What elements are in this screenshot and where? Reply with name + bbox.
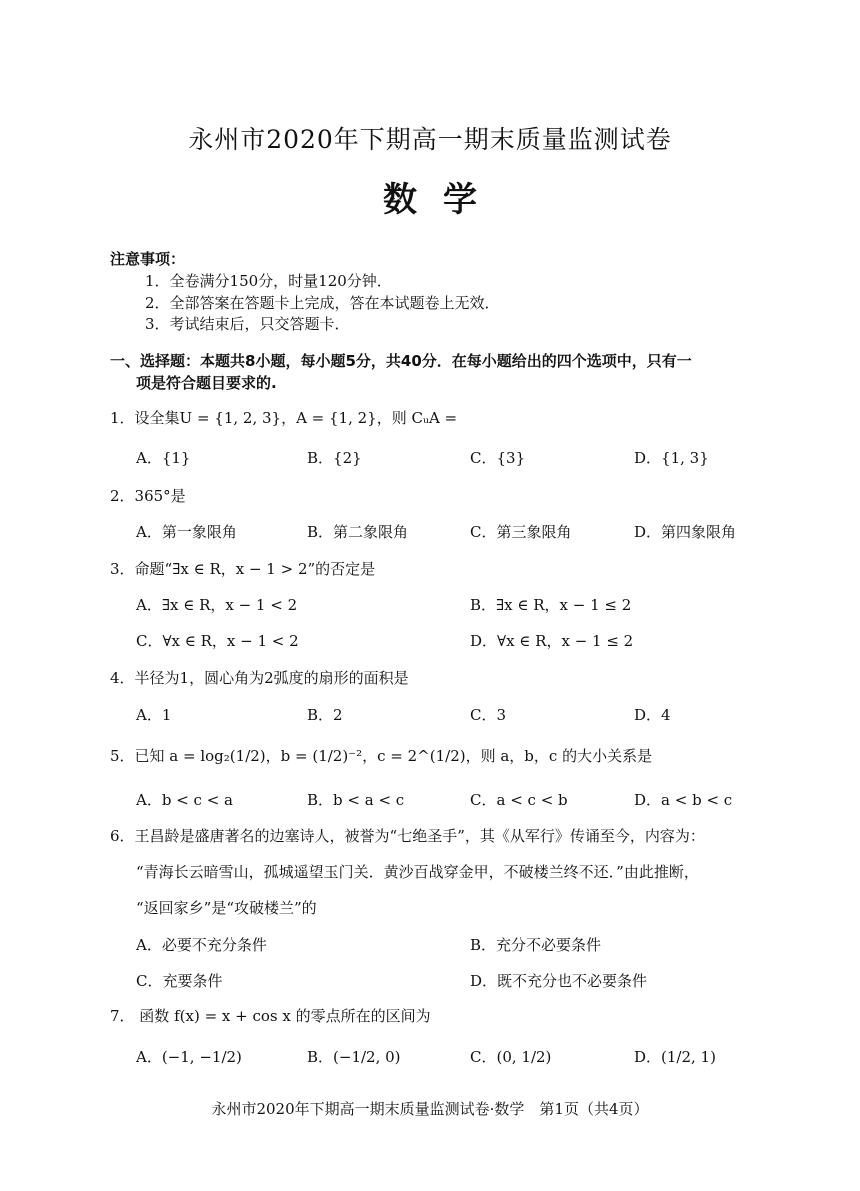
q5-option-a: A．b < c < a <box>136 791 233 809</box>
q2-option-b: B．第二象限角 <box>307 523 409 541</box>
question-3-stem: 3．命题“∃x ∈ R，x − 1 > 2”的否定是 <box>110 560 376 578</box>
q6-option-c: C．充要条件 <box>136 972 223 990</box>
q7-option-c: C．(0, 1/2) <box>470 1048 552 1066</box>
question-4-stem: 4．半径为1，圆心角为2弧度的扇形的面积是 <box>110 669 409 687</box>
q2-option-a: A．第一象限角 <box>136 523 237 541</box>
notice-heading: 注意事项： <box>110 250 186 268</box>
q6-option-d: D．既不充分也不必要条件 <box>470 972 648 990</box>
q5-option-d: D．a < b < c <box>634 791 733 809</box>
question-6-stem-cont: “返回家乡”是“攻破楼兰”的 <box>136 899 317 917</box>
page-footer: 永州市2020年下期高一期末质量监测试卷·数学 第1页（共4页） <box>211 1100 649 1118</box>
q6-option-a: A．必要不充分条件 <box>136 936 267 954</box>
question-6-stem: 6．王昌龄是盛唐著名的边塞诗人，被誉为“七绝圣手”，其《从军行》传诵至今，内容为： <box>110 827 705 845</box>
q4-option-d: D．4 <box>634 706 671 724</box>
notice-item: 2．全部答案在答题卡上完成，答在本试题卷上无效． <box>145 294 500 312</box>
notice-item: 3．考试结束后，只交答题卡． <box>145 315 350 333</box>
subject-title: 数学 <box>383 180 503 220</box>
question-1-stem: 1．设全集U = {1, 2, 3}，A = {1, 2}，则 CᵤA = <box>110 409 458 427</box>
q1-option-a: A．{1} <box>136 449 191 467</box>
question-7-stem: 7． 函数 f(x) = x + cos x 的零点所在的区间为 <box>110 1007 431 1025</box>
q3-option-a: A．∃x ∈ R，x − 1 < 2 <box>136 596 298 614</box>
q5-option-b: B．b < a < c <box>307 791 405 809</box>
q7-option-d: D．(1/2, 1) <box>634 1048 716 1066</box>
q4-option-c: C．3 <box>470 706 507 724</box>
q1-option-d: D．{1, 3} <box>634 449 709 467</box>
notice-item: 1．全卷满分150分，时量120分钟． <box>145 272 392 290</box>
q2-option-c: C．第三象限角 <box>470 523 572 541</box>
question-6-stem-cont: “青海长云暗雪山，孤城遥望玉门关．黄沙百战穿金甲，不破楼兰终不还．”由此推断， <box>136 863 699 881</box>
q5-option-c: C．a < c < b <box>470 791 568 809</box>
question-2-stem: 2．365°是 <box>110 487 186 505</box>
q4-option-b: B．2 <box>307 706 343 724</box>
section-heading: 一、选择题：本题共8小题，每小题5分，共40分．在每小题给出的四个选项中，只有一 <box>110 352 692 370</box>
q1-option-c: C．{3} <box>470 449 526 467</box>
q7-option-b: B．(−1/2, 0) <box>307 1048 401 1066</box>
section-heading-cont: 项是符合题目要求的. <box>136 374 277 392</box>
q3-option-b: B．∃x ∈ R，x − 1 ≤ 2 <box>470 596 632 614</box>
q2-option-d: D．第四象限角 <box>634 523 737 541</box>
question-5-stem: 5．已知 a = log₂(1/2)，b = (1/2)⁻²，c = 2^(1/2)，则 a，b，c 的大小关系是 <box>110 747 653 765</box>
q6-option-b: B．充分不必要条件 <box>470 936 602 954</box>
q7-option-a: A．(−1, −1/2) <box>136 1048 242 1066</box>
q1-option-b: B．{2} <box>307 449 362 467</box>
q3-option-c: C．∀x ∈ R，x − 1 < 2 <box>136 632 299 650</box>
q3-option-d: D．∀x ∈ R，x − 1 ≤ 2 <box>470 632 634 650</box>
q4-option-a: A．1 <box>136 706 172 724</box>
exam-title: 永州市2020年下期高一期末质量监测试卷 <box>188 125 672 154</box>
